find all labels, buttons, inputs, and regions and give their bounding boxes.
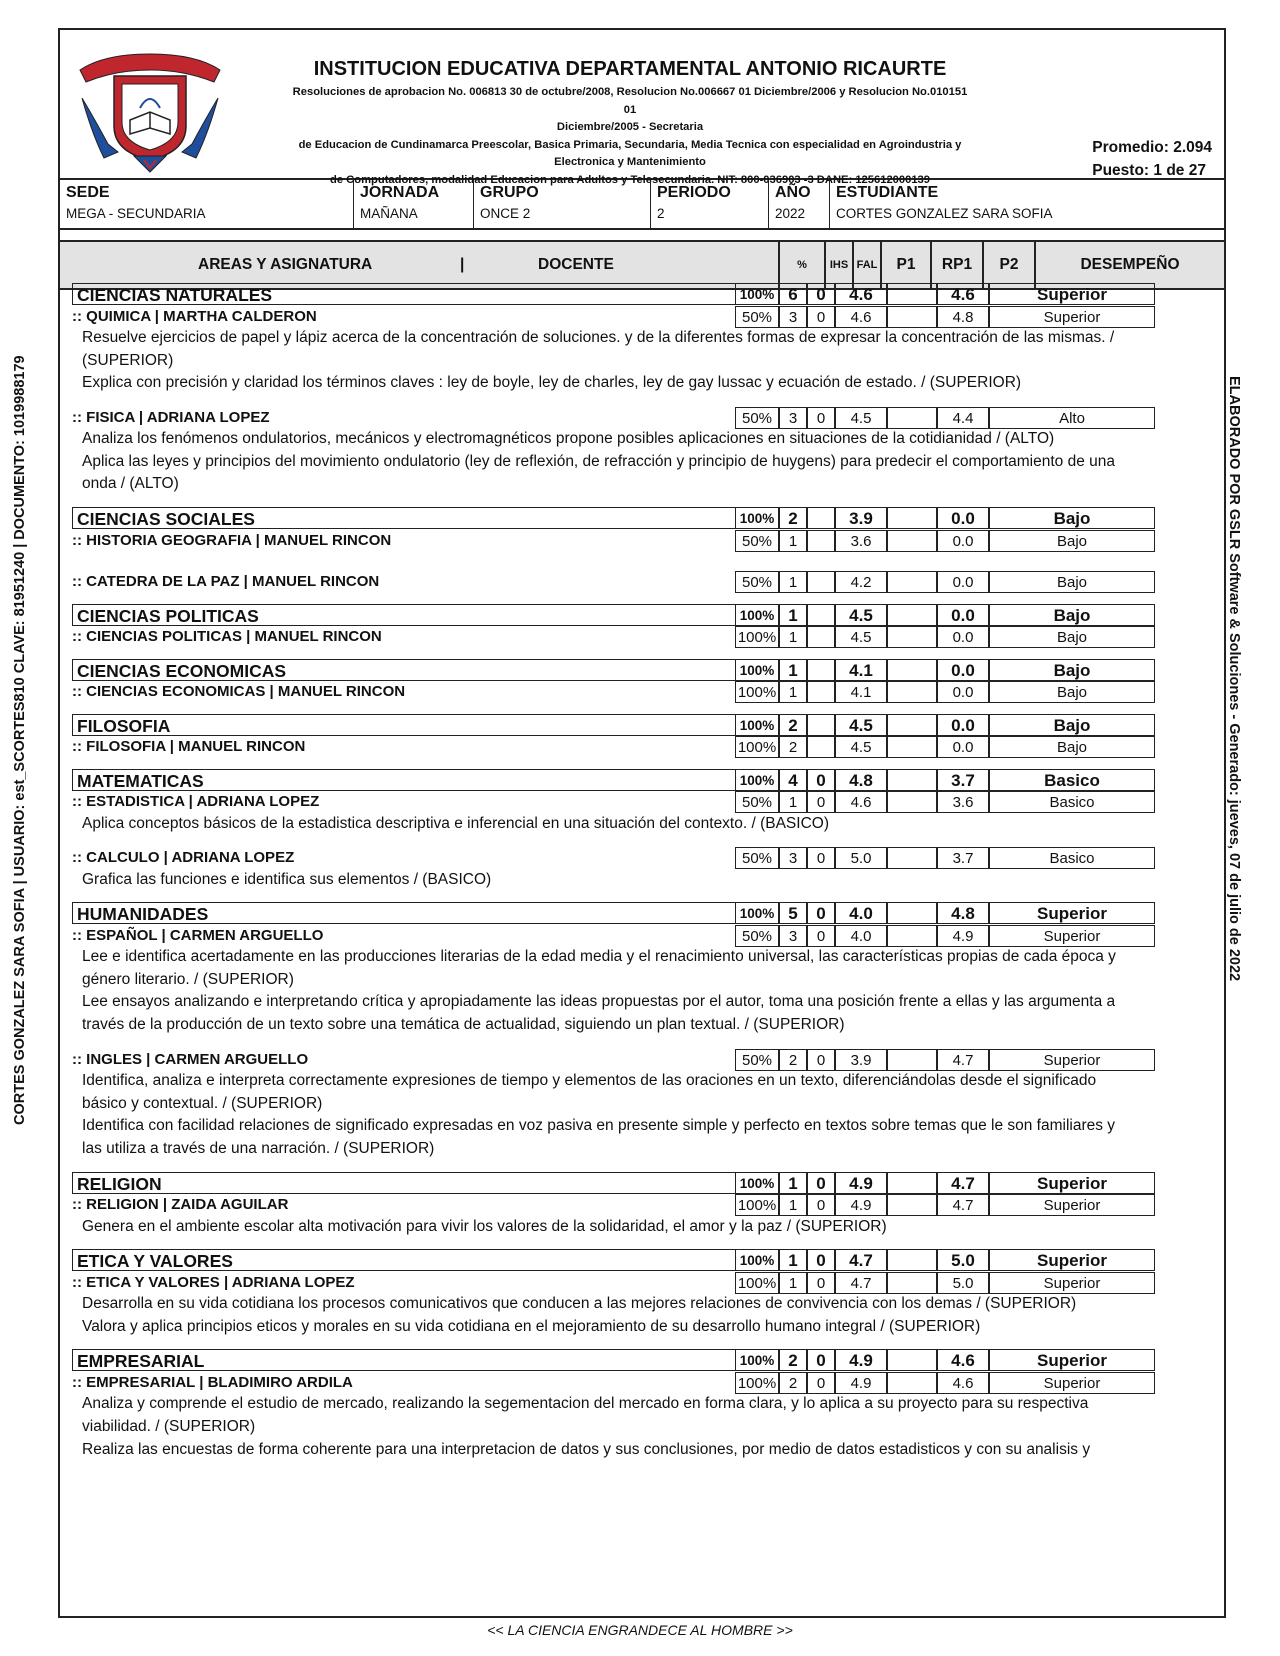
docente-column-header: DOCENTE — [538, 256, 614, 273]
descriptor-line: género literario. / (SUPERIOR) — [82, 970, 294, 988]
grupo-cell — [474, 180, 651, 228]
p2-cell: 3.6 — [937, 791, 989, 813]
rp1-cell — [887, 847, 937, 869]
area-name: FILOSOFIA — [72, 714, 736, 736]
p1-cell: 4.9 — [835, 1372, 887, 1394]
rp1-cell — [887, 507, 937, 529]
rp1-cell — [887, 1194, 937, 1216]
report-header — [60, 30, 1224, 186]
ihs-cell: 1 — [779, 571, 807, 593]
p1-cell: 4.2 — [835, 571, 887, 593]
performance-descriptors — [82, 327, 1152, 395]
fal-cell: 0 — [807, 1349, 835, 1371]
des-cell: Superior — [989, 902, 1155, 924]
p2-cell: 0.0 — [937, 604, 989, 626]
p1-cell: 4.1 — [835, 659, 887, 681]
pct-cell: 50% — [735, 847, 779, 869]
p2-cell: 4.4 — [937, 407, 989, 429]
rp1-cell — [887, 714, 937, 736]
p2-cell: 4.7 — [937, 1194, 989, 1216]
des-cell: Superior — [989, 1049, 1155, 1071]
pct-cell: 100% — [735, 736, 779, 758]
ihs-cell: 2 — [779, 507, 807, 529]
descriptor-line: Grafica las funciones e identifica sus elementos / (BASICO) — [82, 870, 492, 888]
descriptor-line: viabilidad. / (SUPERIOR) — [82, 1417, 256, 1435]
fal-cell — [807, 604, 835, 626]
p1-cell: 4.0 — [835, 902, 887, 924]
subject-row — [72, 1049, 1156, 1071]
ihs-cell: 2 — [779, 736, 807, 758]
descriptor-line: Desarrolla en su vida cotidiana los procesos comunicativos que conducen a las mejores relaciones de convivencia con los demas / (SUPERIOR) — [82, 1295, 1077, 1313]
resolution-line: Electronica y Mantenimiento — [554, 156, 706, 168]
school-motto: << LA CIENCIA ENGRANDECE AL HOMBRE >> — [487, 1622, 793, 1638]
descriptor-line: onda / (ALTO) — [82, 475, 179, 493]
p1-cell: 4.5 — [835, 604, 887, 626]
descriptor-line: Lee e identifica acertadamente en las producciones literarias de la edad media y el renacimiento universal, las características propias de cada época y — [82, 948, 1116, 966]
class-rank: Puesto: 1 de 27 — [1092, 162, 1206, 179]
p2-cell: 3.7 — [937, 847, 989, 869]
fal-cell: 0 — [807, 791, 835, 813]
des-cell: Bajo — [989, 681, 1155, 703]
ihs-cell: 5 — [779, 902, 807, 924]
subject-row — [72, 925, 1156, 947]
pct-cell: 50% — [735, 1049, 779, 1071]
p2-cell: 0.0 — [937, 736, 989, 758]
pct-cell: 50% — [735, 571, 779, 593]
des-cell: Basico — [989, 791, 1155, 813]
pct-cell: 100% — [735, 681, 779, 703]
subject-teacher: :: CIENCIAS POLITICAS | MANUEL RINCON — [72, 628, 382, 646]
p2-cell: 0.0 — [937, 626, 989, 648]
descriptor-line: Genera en el ambiente escolar alta motivación para vivir los valores de la solidaridad, el amor y la paz / (SUPERIOR) — [82, 1217, 887, 1235]
anio-cell — [769, 180, 830, 228]
des-cell: Superior — [989, 306, 1155, 328]
area-name: CIENCIAS ECONOMICAS — [72, 659, 736, 681]
rp1-cell — [887, 1249, 937, 1271]
p2-cell: 0.0 — [937, 507, 989, 529]
p1-cell: 4.5 — [835, 736, 887, 758]
ihs-cell: 1 — [779, 626, 807, 648]
rp1-column-header: RP1 — [932, 242, 984, 288]
ihs-cell: 1 — [779, 1194, 807, 1216]
des-cell: Superior — [989, 1172, 1155, 1194]
p1-cell: 4.7 — [835, 1249, 887, 1271]
school-logo — [74, 48, 226, 174]
performance-descriptors — [82, 946, 1152, 1036]
fal-cell — [807, 530, 835, 552]
anio-value: 2022 — [775, 206, 806, 221]
descriptor-line: Analiza y comprende el estudio de mercado, realizando la segementacion del mercado en forma clara, y lo aplica a su proyecto para su respectiva — [82, 1395, 1089, 1413]
rp1-cell — [887, 306, 937, 328]
des-cell: Alto — [989, 407, 1155, 429]
column-separator: | — [460, 256, 465, 273]
p2-cell: 0.0 — [937, 530, 989, 552]
subject-row — [72, 1372, 1156, 1394]
ihs-cell: 6 — [779, 283, 807, 305]
ihs-cell: 2 — [779, 714, 807, 736]
p1-cell: 3.9 — [835, 507, 887, 529]
ihs-cell: 3 — [779, 925, 807, 947]
des-cell: Superior — [989, 1249, 1155, 1271]
rp1-cell — [887, 1172, 937, 1194]
subject-row — [72, 736, 1156, 758]
ihs-cell: 2 — [779, 1349, 807, 1371]
rp1-cell — [887, 1272, 937, 1294]
institution-name: INSTITUCION EDUCATIVA DEPARTAMENTAL ANTONIO RICAURTE — [313, 58, 947, 80]
p1-cell: 4.9 — [835, 1349, 887, 1371]
ihs-cell: 2 — [779, 1372, 807, 1394]
pct-cell: 50% — [735, 791, 779, 813]
ihs-cell: 1 — [779, 791, 807, 813]
area-row — [72, 902, 1156, 924]
area-row — [72, 507, 1156, 529]
ihs-cell: 3 — [779, 847, 807, 869]
des-cell: Superior — [989, 925, 1155, 947]
pct-cell: 100% — [735, 626, 779, 648]
descriptor-line: través de la producción de un texto sobre una temática de actualidad, siguiendo un plan textual. / (SUPERIOR) — [82, 1016, 845, 1034]
subject-teacher: :: INGLES | CARMEN ARGUELLO — [72, 1050, 309, 1068]
fal-cell: 0 — [807, 925, 835, 947]
p2-cell: 0.0 — [937, 681, 989, 703]
jornada-cell — [354, 180, 474, 228]
p1-cell: 3.9 — [835, 1049, 887, 1071]
fal-cell: 0 — [807, 1372, 835, 1394]
rp1-cell — [887, 902, 937, 924]
performance-descriptors — [82, 813, 1152, 836]
ihs-cell: 1 — [779, 1249, 807, 1271]
ihs-cell: 1 — [779, 604, 807, 626]
p1-column-header: P1 — [882, 242, 932, 288]
periodo-label: PERIODO — [657, 184, 731, 201]
pct-cell: 50% — [735, 925, 779, 947]
subject-row — [72, 847, 1156, 869]
p2-cell: 4.7 — [937, 1172, 989, 1194]
p2-cell: 0.0 — [937, 714, 989, 736]
desempeno-column-header: DESEMPEÑO — [1080, 256, 1180, 273]
subject-teacher: :: CIENCIAS ECONOMICAS | MANUEL RINCON — [72, 683, 406, 701]
pct-cell: 100% — [735, 283, 779, 305]
area-name: HUMANIDADES — [72, 902, 736, 924]
fal-cell — [807, 626, 835, 648]
p1-cell: 3.6 — [835, 530, 887, 552]
subject-row — [72, 791, 1156, 813]
area-row — [72, 714, 1156, 736]
des-cell: Superior — [989, 1194, 1155, 1216]
pct-cell: 100% — [735, 1272, 779, 1294]
subject-teacher: :: ESTADISTICA | ADRIANA LOPEZ — [72, 793, 320, 811]
des-cell: Bajo — [989, 659, 1155, 681]
fal-cell: 0 — [807, 902, 835, 924]
pct-cell: 100% — [735, 1349, 779, 1371]
descriptor-line: Resuelve ejercicios de papel y lápiz acerca de la concentración de soluciones. y de la diferentes formas de expresar la concentración de las mismas. / — [82, 329, 1115, 346]
fal-cell: 0 — [807, 1049, 835, 1071]
performance-descriptors — [82, 428, 1152, 496]
area-row — [72, 1249, 1156, 1271]
subject-row — [72, 681, 1156, 703]
area-name: CIENCIAS POLITICAS — [72, 604, 736, 626]
fal-cell: 0 — [807, 769, 835, 791]
p1-cell: 4.5 — [835, 626, 887, 648]
performance-descriptors — [82, 869, 1152, 892]
p1-cell: 4.5 — [835, 714, 887, 736]
sede-value: MEGA - SECUNDARIA — [66, 206, 206, 221]
jornada-value: MAÑANA — [360, 206, 418, 221]
fal-cell — [807, 659, 835, 681]
resolution-line: de Computadores, modalidad Educacion para Adultos y Telesecundaria. NIT: 800-036903 -3 DANE: 125612000139 — [330, 173, 930, 186]
area-name: ETICA Y VALORES — [72, 1249, 736, 1271]
periodo-value: 2 — [657, 206, 665, 221]
p1-cell: 4.0 — [835, 925, 887, 947]
fal-cell: 0 — [807, 283, 835, 305]
fal-cell: 0 — [807, 1194, 835, 1216]
subject-teacher: :: ESPAÑOL | CARMEN ARGUELLO — [72, 926, 324, 944]
p2-cell: 0.0 — [937, 571, 989, 593]
p2-cell: 5.0 — [937, 1272, 989, 1294]
p2-cell: 4.6 — [937, 283, 989, 305]
pct-cell: 50% — [735, 306, 779, 328]
fal-column-header: FAL — [854, 242, 882, 288]
rp1-cell — [887, 681, 937, 703]
des-cell: Bajo — [989, 736, 1155, 758]
fal-cell — [807, 681, 835, 703]
area-row — [72, 283, 1156, 305]
descriptor-line: Analiza los fenómenos ondulatorios, mecánicos y electromagnéticos propone posibles aplicaciones en situaciones de la cotidianidad / (ALTO) — [82, 430, 1055, 448]
pct-cell: 100% — [735, 604, 779, 626]
p1-cell: 4.6 — [835, 791, 887, 813]
subject-row — [72, 1194, 1156, 1216]
ihs-cell: 1 — [779, 659, 807, 681]
fal-cell: 0 — [807, 1272, 835, 1294]
performance-descriptors — [82, 1393, 1152, 1461]
area-name: CIENCIAS SOCIALES — [72, 507, 736, 529]
pct-cell: 100% — [735, 769, 779, 791]
rp1-cell — [887, 1372, 937, 1394]
periodo-cell — [651, 180, 769, 228]
p2-cell: 4.6 — [937, 1349, 989, 1371]
pct-cell: 100% — [735, 1172, 779, 1194]
area-row — [72, 769, 1156, 791]
rp1-cell — [887, 1049, 937, 1071]
rp1-cell — [887, 626, 937, 648]
ranking-box — [1092, 136, 1212, 182]
des-cell: Superior — [989, 283, 1155, 305]
p1-cell: 5.0 — [835, 847, 887, 869]
p2-cell: 4.8 — [937, 306, 989, 328]
descriptor-line: Explica con precisión y claridad los términos claves : ley de boyle, ley de charles, ley de gay lussac y ecuación de estado. / (SUPERIOR) — [82, 374, 1022, 392]
subject-teacher: :: HISTORIA GEOGRAFIA | MANUEL RINCON — [72, 531, 392, 549]
des-cell: Basico — [989, 847, 1155, 869]
subject-row — [72, 407, 1156, 429]
des-cell: Bajo — [989, 530, 1155, 552]
subject-teacher: :: CATEDRA DE LA PAZ | MANUEL RINCON — [72, 573, 380, 591]
descriptor-line: Realiza las encuestas de forma coherente para una interpretacion de datos y sus conclusiones, por medio de datos estadisticos y con su analisis y — [82, 1440, 1091, 1458]
fal-cell — [807, 714, 835, 736]
des-cell: Superior — [989, 1272, 1155, 1294]
performance-descriptors — [82, 1293, 1152, 1338]
sede-cell — [60, 180, 354, 228]
descriptor-line: básico y contextual. / (SUPERIOR) — [82, 1094, 323, 1112]
ihs-cell: 2 — [779, 1049, 807, 1071]
pct-cell: 50% — [735, 407, 779, 429]
pct-cell: 100% — [735, 507, 779, 529]
rp1-cell — [887, 791, 937, 813]
area-row — [72, 1349, 1156, 1371]
pct-cell: 100% — [735, 659, 779, 681]
descriptor-line: Identifica, analiza e interpreta correctamente expresiones de tiempo y elementos de las oraciones en un texto, diferenciándolas desde el significado — [82, 1072, 1097, 1090]
subject-teacher: :: ETICA Y VALORES | ADRIANA LOPEZ — [72, 1273, 355, 1291]
ihs-column-header: IHS — [826, 242, 854, 288]
subject-teacher: :: QUIMICA | MARTHA CALDERON — [72, 307, 317, 325]
p1-cell: 4.5 — [835, 407, 887, 429]
subject-row — [72, 530, 1156, 552]
student-credentials-vertical: CORTES GONZALEZ SARA SOFIA | USUARIO: est_SCORTES810 CLAVE: 81951240 | DOCUMENTO: 1019988179 — [12, 355, 28, 1125]
jornada-label: JORNADA — [360, 184, 440, 201]
descriptor-line: Lee ensayos analizando e interpretando crítica y apropiadamente las ideas propuestas por el autor, toma una posición frente a ellas y las argumenta a — [82, 993, 1116, 1011]
fal-cell: 0 — [807, 1172, 835, 1194]
descriptor-line: Aplica conceptos básicos de la estadistica descriptiva e inferencial en una situación del contexto. / (BASICO) — [82, 814, 829, 832]
des-cell: Superior — [989, 1349, 1155, 1371]
resolution-line: Resoluciones de aprobacion No. 006813 30 de octubre/2008, Resolucion No.006667 01 Diciembre/2006 y Resolucion No.010151 01 — [292, 86, 968, 116]
grupo-label: GRUPO — [480, 184, 539, 201]
rp1-cell — [887, 925, 937, 947]
pct-cell: 100% — [735, 1194, 779, 1216]
p2-cell: 4.8 — [937, 902, 989, 924]
fal-cell: 0 — [807, 847, 835, 869]
anio-label: AÑO — [775, 184, 811, 201]
ihs-cell: 3 — [779, 407, 807, 429]
resolution-line: Diciembre/2005 - Secretaria — [556, 121, 704, 133]
ihs-cell: 4 — [779, 769, 807, 791]
descriptor-line: Identifica con facilidad relaciones de significado expresadas en voz pasiva en presente simple y perfecto en textos sobre temas que le son familiares y — [82, 1117, 1116, 1135]
resolution-text — [290, 84, 970, 189]
subject-teacher: :: CALCULO | ADRIANA LOPEZ — [72, 849, 295, 867]
rp1-cell — [887, 1349, 937, 1371]
descriptor-line: Valora y aplica principios eticos y morales en su vida cotidiana en el mejoramiento de su desarrollo humano integral / (SUPERIOR) — [82, 1317, 981, 1335]
p2-cell: 5.0 — [937, 1249, 989, 1271]
pct-cell: 50% — [735, 530, 779, 552]
subject-teacher: :: FILOSOFIA | MANUEL RINCON — [72, 738, 306, 756]
ihs-cell: 3 — [779, 306, 807, 328]
rp1-cell — [887, 283, 937, 305]
percent-column-header: % — [780, 242, 826, 288]
fal-cell: 0 — [807, 1249, 835, 1271]
p2-cell: 3.7 — [937, 769, 989, 791]
rp1-cell — [887, 530, 937, 552]
rp1-cell — [887, 407, 937, 429]
rp1-cell — [887, 769, 937, 791]
estudiante-cell — [830, 180, 1224, 228]
area-name: MATEMATICAS — [72, 769, 736, 791]
sede-label: SEDE — [66, 184, 110, 201]
rp1-cell — [887, 571, 937, 593]
descriptor-line: (SUPERIOR) — [82, 351, 174, 369]
p2-cell: 4.6 — [937, 1372, 989, 1394]
areas-docente-header — [60, 242, 780, 288]
p2-column-header: P2 — [984, 242, 1036, 288]
fal-cell — [807, 507, 835, 529]
subject-row — [72, 306, 1156, 328]
subject-row — [72, 626, 1156, 648]
subject-teacher: :: FISICA | ADRIANA LOPEZ — [72, 408, 270, 426]
fal-cell: 0 — [807, 407, 835, 429]
report-card — [58, 28, 1226, 1618]
rp1-cell — [887, 736, 937, 758]
subject-teacher: :: RELIGION | ZAIDA AGUILAR — [72, 1196, 289, 1214]
area-name: CIENCIAS NATURALES — [72, 283, 736, 305]
p1-cell: 4.7 — [835, 1272, 887, 1294]
p1-cell: 4.9 — [835, 1194, 887, 1216]
estudiante-label: ESTUDIANTE — [836, 184, 939, 201]
subject-teacher: :: EMPRESARIAL | BLADIMIRO ARDILA — [72, 1373, 353, 1391]
grupo-value: ONCE 2 — [480, 206, 531, 221]
student-info — [60, 180, 1224, 230]
descriptor-line: las utiliza a través de una narración. / (SUPERIOR) — [82, 1139, 435, 1157]
p1-cell: 4.9 — [835, 1172, 887, 1194]
ihs-cell: 1 — [779, 681, 807, 703]
fal-cell: 0 — [807, 306, 835, 328]
des-cell: Bajo — [989, 604, 1155, 626]
pct-cell: 100% — [735, 1372, 779, 1394]
ihs-cell: 1 — [779, 1172, 807, 1194]
des-cell: Bajo — [989, 714, 1155, 736]
ihs-cell: 1 — [779, 1272, 807, 1294]
p1-cell: 4.6 — [835, 283, 887, 305]
des-cell: Basico — [989, 769, 1155, 791]
fal-cell — [807, 736, 835, 758]
area-name: EMPRESARIAL — [72, 1349, 736, 1371]
performance-descriptors — [82, 1070, 1152, 1160]
performance-descriptors — [82, 1216, 1152, 1239]
p1-cell: 4.8 — [835, 769, 887, 791]
generated-by-vertical: ELABORADO POR GSLR Software & Soluciones - Generado: jueves, 07 de julio de 2022 — [1226, 376, 1242, 982]
subject-row — [72, 1272, 1156, 1294]
resolution-line: de Educacion de Cundinamarca Preescolar, Basica Primaria, Secundaria, Media Tecnica con especialidad en Agroindustria y — [298, 138, 962, 151]
des-cell: Superior — [989, 1372, 1155, 1394]
des-cell: Bajo — [989, 571, 1155, 593]
ihs-cell: 1 — [779, 530, 807, 552]
rp1-cell — [887, 659, 937, 681]
p2-cell: 0.0 — [937, 659, 989, 681]
area-row — [72, 659, 1156, 681]
p1-cell: 4.6 — [835, 306, 887, 328]
subject-row — [72, 571, 1156, 593]
descriptor-line: Aplica las leyes y principios del movimiento ondulatorio (ley de reflexión, de refracción y principio de huygens) para predecir el comportamiento de una — [82, 452, 1116, 470]
areas-column-header: AREAS Y ASIGNATURA — [198, 256, 373, 273]
p2-cell: 4.9 — [937, 925, 989, 947]
p2-cell: 4.7 — [937, 1049, 989, 1071]
average-score: Promedio: 2.094 — [1092, 139, 1212, 156]
rp1-cell — [887, 604, 937, 626]
p1-cell: 4.1 — [835, 681, 887, 703]
estudiante-value: CORTES GONZALEZ SARA SOFIA — [836, 206, 1053, 221]
pct-cell: 100% — [735, 902, 779, 924]
des-cell: Bajo — [989, 626, 1155, 648]
des-cell: Bajo — [989, 507, 1155, 529]
pct-cell: 100% — [735, 714, 779, 736]
fal-cell — [807, 571, 835, 593]
area-row — [72, 604, 1156, 626]
pct-cell: 100% — [735, 1249, 779, 1271]
area-name: RELIGION — [72, 1172, 736, 1194]
area-row — [72, 1172, 1156, 1194]
